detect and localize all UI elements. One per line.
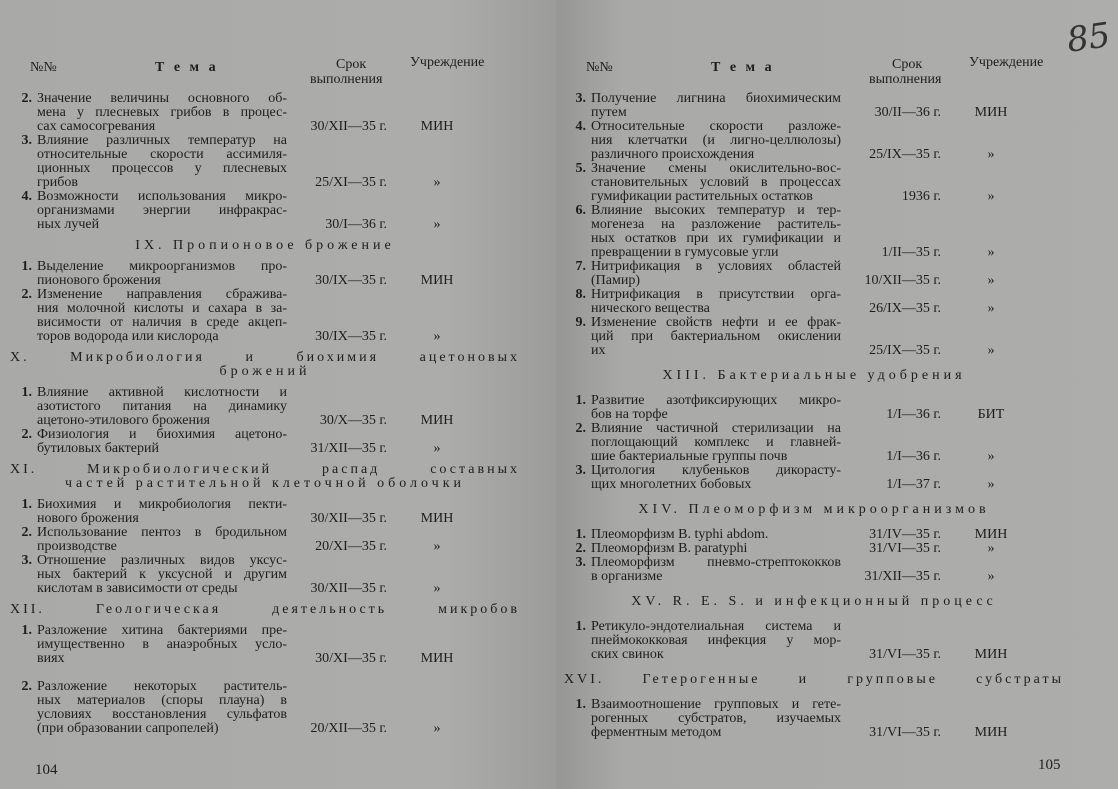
topic-line: мена у плесневых грибов в процес- [37,105,287,120]
topic-line: Влияние различных температур на [37,133,287,148]
item-topic [591,288,841,316]
item-deadline: 25/IX—35 г. [869,343,941,358]
left-page [0,0,556,789]
topic-line: грибов [37,175,78,190]
item-institution: » [987,477,995,492]
item-deadline: 30/XII—35 г. [310,119,387,134]
item-institution: МИН [420,119,454,134]
section-heading [564,358,1064,394]
section-heading-line: XI. Микробиологический распад составных [10,462,520,477]
item-deadline: 31/VI—35 г. [869,541,941,556]
item-number: 3. [21,133,32,148]
item-institution: МИН [420,413,454,428]
table-row [10,288,520,344]
item-topic [37,288,287,344]
section-heading-line: XII. Геологическая деятельность микробов [10,602,520,617]
topic-line [37,666,287,680]
topic-line: Значение смены окислительно-вос- [591,161,841,176]
table-row [10,526,520,554]
header-term-2: выполнения [869,72,942,87]
item-institution: » [987,569,995,584]
topic-line: Взаимоотношение групповых и гете- [591,697,841,712]
item-deadline: 30/II—36 г. [874,105,941,120]
item-number: 8. [575,287,586,302]
topic-line: Разложение хитина бактериями пре- [37,623,287,638]
topic-line: Нитрификация в условиях областей [591,259,841,274]
item-institution: МИН [420,273,454,288]
topic-line: Использование пентоз в бродильном [37,525,287,540]
section-heading [564,584,1064,620]
item-topic [37,624,287,680]
item-deadline: 1/I—37 г. [886,477,941,492]
section-heading [10,596,520,624]
table-row [10,498,520,526]
topic-line: Цитология клубеньков дикорасту- [591,463,841,478]
item-deadline: 30/XII—35 г. [310,581,387,596]
section-heading-line: XIV. Плеоморфизм микроорганизмов [638,502,990,517]
topic-line: сах самосогревания [37,119,156,134]
item-number: 1. [21,385,32,400]
item-institution: БИТ [977,407,1005,422]
item-topic [591,422,841,464]
item-deadline: 30/IX—35 г. [315,329,387,344]
topic-line: различного происхождения [591,147,755,162]
item-topic [37,498,287,526]
topic-line: ных остатков при их гумификации и [591,231,841,246]
item-institution: МИН [420,651,454,666]
header-institution: Учреждение [969,55,1044,70]
item-number: 1. [575,697,586,712]
item-number: 3. [575,555,586,570]
topic-line: ацетоно-этилового брожения [37,413,210,428]
item-deadline: 25/XI—35 г. [315,175,387,190]
topic-line: Выделение микроорганизмов про- [37,259,287,274]
section-heading [564,492,1064,528]
item-number: 3. [21,553,32,568]
item-topic [37,190,287,232]
table-row [564,556,1064,584]
section-heading-line: частей растительной клеточной оболочки [64,476,465,491]
topic-line: Физиология и биохимия ацетоно- [37,427,287,442]
topic-line: Плеоморфизм пневмо-стрептококков [591,555,841,570]
topic-line: бутиловых бактерий [37,441,159,456]
item-institution: » [433,721,441,736]
header-theme: Т е м а [155,60,219,75]
section-heading-line: XIII. Бактериальные удобрения [662,368,966,383]
item-number: 1. [21,497,32,512]
item-topic [591,698,841,740]
table-row [564,162,1064,204]
topic-line: их [591,343,606,358]
item-deadline: 10/XII—35 г. [864,273,941,288]
item-institution: » [987,449,995,464]
item-deadline: 30/X—35 г. [319,413,387,428]
topic-line: Влияние частичной стерилизации на [591,421,841,436]
topic-line: (Памир) [591,273,640,288]
section-heading [564,662,1064,698]
item-topic [591,556,841,584]
topic-line: (при образовании сапропелей) [37,721,219,736]
right-page [556,0,1118,789]
item-institution: » [987,245,995,260]
section-heading [10,456,520,498]
header-num: №№ [30,60,57,75]
item-deadline: 20/XII—35 г. [310,721,387,736]
item-topic [37,386,287,428]
table-row [564,120,1064,162]
table-row [10,624,520,680]
left-content [10,92,520,736]
topic-line: поглощающий комплекс и главней- [591,435,841,450]
item-institution: » [987,541,995,556]
table-row [10,134,520,190]
table-row [564,528,1064,542]
table-row [564,260,1064,288]
table-row [564,542,1064,556]
topic-line: становительных условий в процессах [591,175,841,190]
item-institution: » [433,441,441,456]
item-institution: МИН [974,647,1008,662]
topic-line: шие бактериальные группы почв [591,449,788,464]
table-row [564,698,1064,740]
item-number: 6. [575,203,586,218]
table-row [10,190,520,232]
topic-line: Ретикуло-эндотелиальная система и [591,619,841,634]
topic-line: путем [591,105,627,120]
item-institution: » [433,329,441,344]
item-deadline: 31/XII—35 г. [864,569,941,584]
topic-line: ских свинок [591,647,664,662]
topic-line: щих многолетних бобовых [591,477,752,492]
item-number: 3. [575,463,586,478]
item-number: 2. [21,427,32,442]
topic-line: относительные скорости ассимиля- [37,147,287,162]
topic-line: ферментным методом [591,725,722,740]
topic-line: Получение лигнина биохимическим [591,91,841,106]
header-theme: Т е м а [711,60,775,75]
topic-line: условиях восстановления сульфатов [37,707,287,722]
topic-line: ционных процессов у плесневых [37,161,287,176]
topic-line: Возможности использования микро- [37,189,287,204]
item-deadline: 1/I—36 г. [886,407,941,422]
item-topic [37,554,287,596]
topic-line: висимости от наличия в среде акцеп- [37,315,287,330]
topic-line: ных материалов (споры плауна) в [37,693,287,708]
item-number: 2. [21,679,32,694]
item-topic [591,162,841,204]
item-number: 4. [21,189,32,204]
topic-line: нового брожения [37,511,139,526]
item-topic [591,464,841,492]
topic-line: Разложение некоторых раститель- [37,679,287,694]
topic-line: Изменение направления сбражива- [37,287,287,302]
table-row [564,204,1064,260]
topic-line: Биохимия и микробиология пекти- [37,497,287,512]
item-deadline: 1/II—35 г. [881,245,941,260]
table-row [564,422,1064,464]
item-topic [37,134,287,190]
item-number: 3. [575,91,586,106]
item-number: 2. [21,91,32,106]
item-institution: » [987,273,995,288]
table-row [10,92,520,134]
table-row [10,386,520,428]
table-row [10,428,520,456]
topic-line: Значение величины основного об- [37,91,287,106]
topic-line: ния клетчатки (и лигно-целлюлозы) [591,133,841,148]
item-institution: МИН [974,527,1008,542]
topic-line: организмами энергии инфракрас- [37,203,287,218]
topic-line: могенеза на разложение раститель- [591,217,841,232]
header-term-2: выполнения [310,72,383,87]
page-number: 105 [1038,757,1061,773]
table-row [564,620,1064,662]
right-content [564,92,1064,740]
header-institution: Учреждение [410,55,485,70]
item-topic [37,428,287,456]
item-number: 4. [575,119,586,134]
item-institution: » [987,343,995,358]
table-row [10,260,520,288]
item-deadline: 31/VI—35 г. [869,647,941,662]
item-topic [591,528,841,542]
item-number: 2. [21,525,32,540]
item-deadline: 25/IX—35 г. [869,147,941,162]
topic-line: производстве [37,539,117,554]
topic-line: азотистого питания на динамику [37,399,287,414]
item-number: 2. [21,287,32,302]
item-institution: МИН [974,105,1008,120]
item-deadline: 30/XI—35 г. [315,651,387,666]
topic-line: Нитрификация в присутствии орга- [591,287,841,302]
table-row [564,464,1064,492]
topic-line: ций при бактериальном окислении [591,329,841,344]
topic-line: Влияние высоких температур и тер- [591,203,841,218]
section-heading [10,344,520,386]
item-institution: » [987,147,995,162]
topic-line: ния молочной кислоты и сахара в за- [37,301,287,316]
header-term: Срок [892,57,923,72]
item-number: 2. [575,541,586,556]
item-topic [591,204,841,260]
item-topic [591,316,841,358]
topic-line: пнеймококковая инфекция у мор- [591,633,841,648]
topic-line: кислотам в зависимости от среды [37,581,238,596]
topic-line: имущественно в анаэробных усло- [37,637,287,652]
topic-line: Изменение свойств нефти и ее фрак- [591,315,841,330]
item-number: 7. [575,259,586,274]
table-row [564,288,1064,316]
topic-line: торов водорода или кислорода [37,329,219,344]
topic-line: Относительные скорости разложе- [591,119,841,134]
item-deadline: 1936 г. [901,189,941,204]
topic-line: Развитие азотфиксирующих микро- [591,393,841,408]
item-institution: МИН [974,725,1008,740]
item-deadline: 1/I—36 г. [886,449,941,464]
item-deadline: 31/VI—35 г. [869,725,941,740]
item-number: 1. [575,619,586,634]
item-number: 9. [575,315,586,330]
topic-line: рогенных субстратов, изучаемых [591,711,841,726]
item-institution: МИН [420,511,454,526]
item-topic [37,526,287,554]
table-row [564,92,1064,120]
handwritten-mark: 85 [1064,15,1113,61]
item-institution: » [987,189,995,204]
item-deadline: 30/IX—35 г. [315,273,387,288]
header-term: Срок [336,57,367,72]
item-institution: » [433,581,441,596]
item-topic [591,542,841,556]
topic-line: Плеоморфизм B. paratyphi [591,541,748,556]
item-deadline: 20/XI—35 г. [315,539,387,554]
item-topic [591,260,841,288]
table-row [564,316,1064,358]
topic-line: Отношение различных видов уксус- [37,553,287,568]
topic-line: превращении в гумусовые угли [591,245,779,260]
table-row [10,680,520,736]
item-number: 5. [575,161,586,176]
item-number: 1. [575,527,586,542]
topic-line: ных лучей [37,217,100,232]
item-topic [37,260,287,288]
item-deadline: 31/XII—35 г. [310,441,387,456]
item-topic [591,92,841,120]
item-number: 2. [575,421,586,436]
table-row [564,394,1064,422]
item-institution: » [433,217,441,232]
section-heading-line: IX. Пропионовое брожение [135,238,395,253]
item-topic [591,120,841,162]
item-topic [591,394,841,422]
topic-line: Плеоморфизм B. typhi abdom. [591,527,769,542]
item-topic [37,92,287,134]
item-institution: » [987,301,995,316]
topic-line: бов на торфе [591,407,668,422]
item-number: 1. [21,259,32,274]
item-number: 1. [21,623,32,638]
section-heading [10,232,520,260]
item-number: 1. [575,393,586,408]
section-heading-line: X. Микробиология и биохимия ацетоновых [10,350,520,365]
item-deadline: 30/I—36 г. [325,217,387,232]
topic-line: ных бактерий к уксусной и другим [37,567,287,582]
topic-line: виях [37,651,65,666]
table-row [10,554,520,596]
item-topic [591,620,841,662]
topic-line: гумификации растительных остатков [591,189,813,204]
section-heading-line: XVI. Гетерогенные и групповые субстраты [564,672,1064,687]
item-institution: » [433,539,441,554]
header-num: №№ [586,60,613,75]
item-deadline: 31/IV—35 г. [869,527,941,542]
page-number: 104 [35,762,58,778]
topic-line: пионового брожения [37,273,161,288]
item-topic [37,680,287,736]
item-deadline: 26/IX—35 г. [869,301,941,316]
section-heading-line: XV. R. E. S. и инфекционный процесс [631,594,997,609]
topic-line: нического вещества [591,301,710,316]
topic-line: Влияние активной кислотности и [37,385,287,400]
item-institution: » [433,175,441,190]
item-deadline: 30/XII—35 г. [310,511,387,526]
section-heading-line: брожений [219,364,311,379]
topic-line: в организме [591,569,663,584]
